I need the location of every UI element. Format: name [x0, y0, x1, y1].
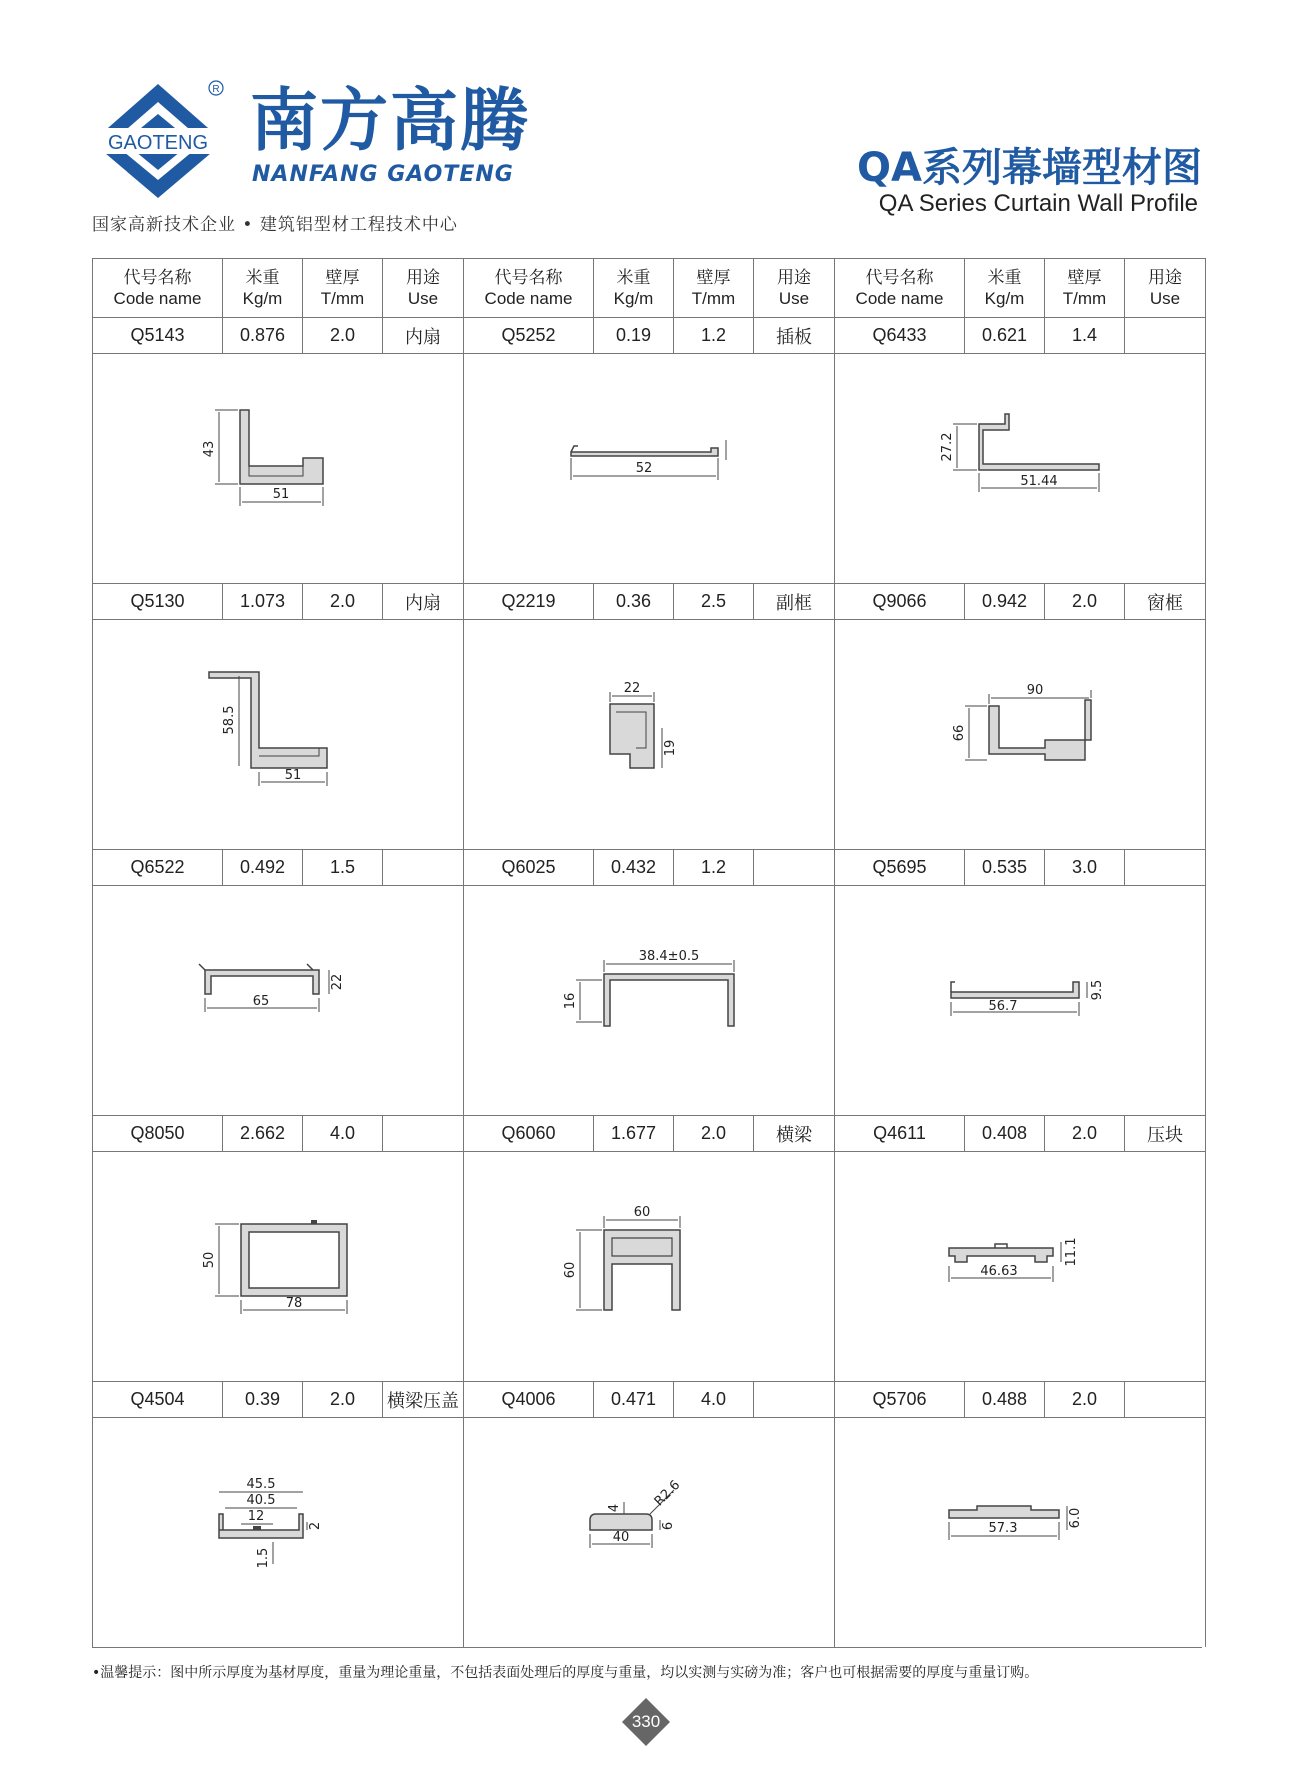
dim-label: 43	[202, 440, 217, 458]
code-name: Q5695	[835, 850, 965, 885]
thickness: 2.0	[1045, 584, 1125, 619]
use	[754, 1382, 834, 1417]
col-thickness: 壁厚 T/mm	[1045, 259, 1125, 317]
table-row	[92, 1381, 1202, 1647]
dim-label: 60	[633, 1205, 651, 1220]
dim-label: 66	[952, 724, 967, 742]
weight: 2.662	[223, 1116, 303, 1151]
thickness: 1.2	[674, 318, 754, 353]
code-name: Q6025	[464, 850, 594, 885]
weight: 0.432	[594, 850, 674, 885]
profile-drawing	[464, 885, 834, 1115]
thickness: 4.0	[303, 1116, 383, 1151]
col-thickness: 壁厚 T/mm	[674, 259, 754, 317]
profile-cell	[834, 849, 1206, 1115]
use	[383, 850, 463, 885]
dim-label: 1.5	[256, 1547, 271, 1569]
profile-drawing	[93, 353, 463, 583]
profile-cell	[834, 317, 1206, 583]
col-use: 用途 Use	[1148, 268, 1182, 308]
dim-label: 58.5	[222, 705, 237, 735]
profile-drawing	[464, 1151, 834, 1381]
profile-drawing	[93, 1151, 463, 1381]
weight: 0.488	[965, 1382, 1045, 1417]
table-row	[92, 849, 1202, 1115]
profile-table	[92, 258, 1202, 1648]
thickness: 1.2	[674, 850, 754, 885]
footer-note: •温馨提示：图中所示厚度为基材厚度，重量为理论重量，不包括表面处理后的厚度与重量，均以实测与实磅为准；客户也可根据需要的厚度与重量订购。	[92, 1665, 1039, 1681]
dim-label: 22	[623, 681, 641, 696]
weight: 0.621	[965, 318, 1045, 353]
weight: 0.876	[223, 318, 303, 353]
code-name: Q5143	[93, 318, 223, 353]
code-name: Q5252	[464, 318, 594, 353]
thickness: 2.0	[674, 1116, 754, 1151]
col-code: 代号名称 Code name	[93, 259, 223, 317]
weight: 1.073	[223, 584, 303, 619]
col-weight: 米重 Kg/m	[965, 259, 1045, 317]
use	[1125, 1382, 1205, 1417]
profile-drawing	[835, 1151, 1205, 1381]
thickness: 4.0	[674, 1382, 754, 1417]
thickness: 2.0	[303, 318, 383, 353]
profile-drawing	[464, 1417, 834, 1647]
profile-drawing	[93, 619, 463, 849]
code-name: Q6060	[464, 1116, 594, 1151]
weight: 0.942	[965, 584, 1045, 619]
use: 横梁	[776, 1124, 812, 1145]
col-thickness: 壁厚 T/mm	[303, 259, 383, 317]
weight: 0.471	[594, 1382, 674, 1417]
page-number: 330	[631, 1712, 661, 1731]
use: 内扇	[405, 326, 441, 347]
svg-text:GAOTENG: GAOTENG	[107, 132, 209, 154]
col-weight: 米重 Kg/m	[594, 259, 674, 317]
weight: 0.535	[965, 850, 1045, 885]
dim-label: 6.0	[1068, 1507, 1083, 1529]
table-bottom-border	[92, 1647, 1202, 1648]
dim-label: 56.7	[988, 999, 1018, 1014]
profile-drawing	[464, 353, 834, 583]
brand-name-cn: 南方高腾	[250, 82, 531, 161]
weight: 0.19	[594, 318, 674, 353]
profile-cell	[92, 1381, 463, 1647]
weight: 0.39	[223, 1382, 303, 1417]
dim-label: 2	[308, 1521, 323, 1531]
col-code: 代号名称 Code name	[835, 259, 965, 317]
code-name: Q5130	[93, 584, 223, 619]
dim-label: 12	[247, 1509, 265, 1524]
dim-label: 60	[563, 1261, 578, 1279]
thickness: 2.0	[303, 1382, 383, 1417]
code-name: Q2219	[464, 584, 594, 619]
use	[383, 1116, 463, 1151]
code-name: Q9066	[835, 584, 965, 619]
profile-drawing	[835, 619, 1205, 849]
profile-cell	[463, 1115, 834, 1381]
dim-label: 27.2	[940, 432, 955, 462]
header-panel	[463, 258, 834, 317]
use	[754, 850, 834, 885]
profile-cell	[463, 1381, 834, 1647]
use: 窗框	[1147, 592, 1183, 613]
profile-drawing	[835, 885, 1205, 1115]
dim-label: 6	[661, 1521, 676, 1531]
header-panel	[92, 258, 463, 317]
profile-cell	[92, 317, 463, 583]
profile-drawing	[93, 885, 463, 1115]
dim-label: 16	[563, 992, 578, 1010]
thickness: 2.5	[674, 584, 754, 619]
profile-cell	[463, 583, 834, 849]
dim-label: 9.5	[1090, 979, 1105, 1001]
profile-cell	[92, 1115, 463, 1381]
profile-cell	[463, 317, 834, 583]
use: 压块	[1147, 1124, 1183, 1145]
thickness: 1.4	[1045, 318, 1125, 353]
code-name: Q8050	[93, 1116, 223, 1151]
use	[1125, 850, 1205, 885]
gaoteng-logo	[88, 80, 228, 200]
table-row	[92, 583, 1202, 849]
dim-label: 57.3	[988, 1521, 1018, 1536]
dim-label: 19	[663, 739, 678, 757]
dim-label: 65	[252, 994, 270, 1009]
thickness: 2.0	[303, 584, 383, 619]
dim-label: 90	[1026, 683, 1044, 698]
profile-drawing	[835, 1417, 1205, 1647]
page-title-en: QA Series Curtain Wall Profile	[878, 190, 1198, 217]
svg-text:R: R	[212, 84, 220, 95]
weight: 0.408	[965, 1116, 1045, 1151]
thickness: 2.0	[1045, 1116, 1125, 1151]
thickness: 2.0	[1045, 1382, 1125, 1417]
profile-drawing	[93, 1417, 463, 1647]
code-name: Q4611	[835, 1116, 965, 1151]
company-tagline: 国家高新技术企业 • 建筑铝型材工程技术中心	[92, 215, 458, 235]
weight: 0.492	[223, 850, 303, 885]
code-name: Q6522	[93, 850, 223, 885]
profile-cell	[92, 849, 463, 1115]
profile-cell	[834, 1115, 1206, 1381]
code-name: Q4504	[93, 1382, 223, 1417]
dim-label: 40.5	[246, 1493, 276, 1508]
dim-label: 22	[330, 973, 345, 991]
profile-cell	[92, 583, 463, 849]
profile-cell	[834, 583, 1206, 849]
dim-label: 51	[272, 487, 290, 502]
dim-label: 52	[635, 461, 653, 476]
dim-label: 51	[284, 768, 302, 783]
weight: 0.36	[594, 584, 674, 619]
page-number-badge	[620, 1696, 672, 1748]
dim-label: 38.4±0.5	[638, 949, 700, 964]
use: 副框	[776, 592, 812, 613]
profile-cell	[463, 849, 834, 1115]
header-panel	[834, 258, 1206, 317]
code-name: Q5706	[835, 1382, 965, 1417]
col-use: 用途 Use	[406, 268, 440, 308]
table-row	[92, 317, 1202, 583]
code-name: Q6433	[835, 318, 965, 353]
dim-label: 40	[612, 1530, 630, 1545]
use: 插板	[776, 326, 812, 347]
col-code: 代号名称 Code name	[464, 259, 594, 317]
thickness: 3.0	[1045, 850, 1125, 885]
use: 内扇	[405, 592, 441, 613]
profile-drawing	[464, 619, 834, 849]
profile-cell	[834, 1381, 1206, 1647]
dim-label: 4	[607, 1503, 622, 1513]
brand-name-en: NANFANG GAOTENG	[252, 162, 514, 187]
col-weight: 米重 Kg/m	[223, 259, 303, 317]
dim-label: 78	[285, 1296, 303, 1311]
dim-label: 11.1	[1064, 1237, 1079, 1267]
code-name: Q4006	[464, 1382, 594, 1417]
col-use: 用途 Use	[777, 268, 811, 308]
dim-label: 50	[202, 1251, 217, 1269]
profile-drawing	[835, 353, 1205, 583]
dim-label: 45.5	[246, 1477, 276, 1492]
page-title-cn: QA系列幕墙型材图	[857, 145, 1202, 191]
use	[1125, 318, 1205, 353]
dim-label: R2.6	[651, 1477, 684, 1510]
use: 横梁压盖	[387, 1390, 459, 1411]
table-row	[92, 1115, 1202, 1381]
dim-label: 51.44	[1020, 474, 1058, 489]
weight: 1.677	[594, 1116, 674, 1151]
thickness: 1.5	[303, 850, 383, 885]
dim-label: 46.63	[980, 1264, 1018, 1279]
table-header	[92, 258, 1202, 317]
